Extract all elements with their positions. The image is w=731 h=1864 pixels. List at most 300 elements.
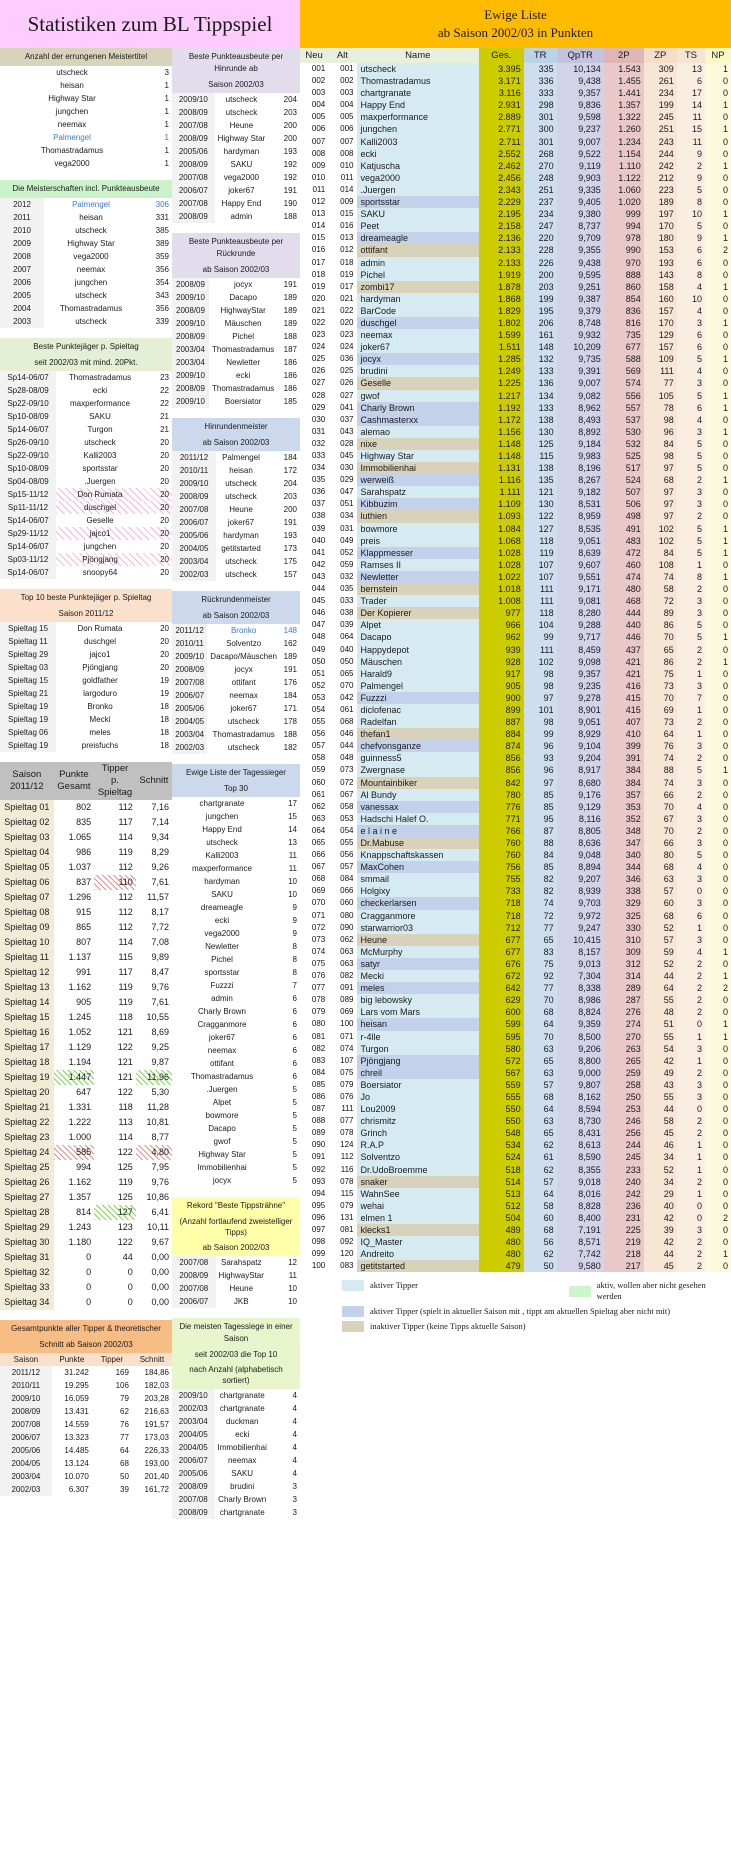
- player-name: meles: [89, 728, 111, 737]
- season: 2007/08: [172, 1493, 215, 1506]
- rank-new: 069: [311, 886, 326, 896]
- tippers: 119: [118, 982, 133, 992]
- table-row: [0, 211, 172, 224]
- player-name: .Juergen: [357, 184, 479, 196]
- player-name: vega2000: [73, 252, 109, 261]
- wins: 11: [288, 851, 297, 860]
- points: 10: [288, 1284, 297, 1293]
- tr-value: 99: [524, 728, 557, 740]
- twop-value: 242: [604, 1188, 644, 1200]
- np-value: 0: [705, 184, 731, 196]
- table-row: [300, 861, 731, 873]
- ts-value: 6: [677, 257, 705, 269]
- np-value: 1: [705, 402, 731, 414]
- points-total: 802: [76, 802, 92, 812]
- hinrundenmeister-header-1: Hinrundenmeister: [172, 418, 300, 436]
- np-value: 0: [705, 837, 731, 849]
- points: 162: [283, 639, 297, 648]
- ts-value: 5: [677, 353, 705, 365]
- table-row: [172, 1295, 300, 1308]
- qptr-value: 9,807: [557, 1079, 604, 1091]
- tr-value: 85: [524, 789, 557, 801]
- ewige-col-header-zp: ZP: [644, 48, 677, 63]
- ts-value: 2: [677, 1067, 705, 1079]
- table-row: [172, 330, 300, 343]
- zp-value: 34: [644, 1176, 677, 1188]
- season: 2002/03: [172, 1402, 215, 1415]
- table-row: [300, 220, 731, 232]
- player-name: chreil: [357, 1067, 479, 1079]
- ts-value: 5: [677, 390, 705, 402]
- table-row: [172, 1454, 300, 1467]
- player-name: maxperformance: [357, 111, 479, 123]
- table-row: [300, 1127, 731, 1139]
- player-name: Pichel: [211, 955, 233, 964]
- zp-value: 160: [644, 293, 677, 305]
- player-name: jungchen: [205, 812, 239, 821]
- season: 2003/04: [172, 343, 209, 356]
- zp-value: 46: [644, 1139, 677, 1151]
- table-row: [172, 702, 300, 715]
- twop-value: 421: [604, 668, 644, 680]
- rank-old: 039: [340, 620, 354, 630]
- ts-value: 6: [677, 75, 705, 87]
- total-points: 480: [479, 1236, 524, 1248]
- rank-old: 012: [340, 245, 354, 255]
- table-row: [172, 1148, 300, 1161]
- rank-old: 013: [340, 233, 354, 243]
- twop-value: 888: [604, 269, 644, 281]
- player-name: dreameagle: [200, 903, 244, 912]
- points: 20: [160, 529, 169, 538]
- qptr-value: 9,703: [557, 897, 604, 909]
- tr-value: 74: [524, 897, 557, 909]
- twop-value: 472: [604, 547, 644, 559]
- table-row: [0, 553, 172, 566]
- twop-value: 236: [604, 1200, 644, 1212]
- ts-value: 4: [677, 801, 705, 813]
- points-total: 1.137: [68, 952, 92, 962]
- ts-value: 6: [677, 402, 705, 414]
- player-name: starwarrior03: [357, 922, 479, 934]
- gesamtpunkte-header-1: Gesamtpunkte aller Tipper & theoretischer: [0, 1320, 172, 1338]
- rank-old: 020: [340, 317, 354, 327]
- rank-old: 091: [340, 983, 354, 993]
- table-row: [300, 136, 731, 148]
- tippers: 169: [115, 1368, 129, 1377]
- season: 2006/07: [172, 689, 207, 702]
- table-row: [172, 823, 300, 836]
- player-name: Immobilienhai: [197, 1163, 247, 1172]
- table-row: [300, 402, 731, 414]
- np-value: 0: [705, 450, 731, 462]
- ts-value: 11: [677, 111, 705, 123]
- tippers: 121: [117, 1057, 133, 1067]
- matchday: Spieltag 14: [0, 995, 54, 1010]
- twop-value: 231: [604, 1212, 644, 1224]
- player-name: Thomastradamus: [212, 345, 275, 354]
- qptr-value: 9,207: [557, 873, 604, 885]
- player-name: Alpet: [212, 1098, 232, 1107]
- matchday: Sp14-06/07: [0, 540, 56, 553]
- np-value: 0: [705, 75, 731, 87]
- ts-value: 3: [677, 680, 705, 692]
- points-total: 1.296: [68, 892, 92, 902]
- table-row: [172, 1441, 300, 1454]
- twop-value: 498: [604, 510, 644, 522]
- qptr-value: 8,737: [557, 220, 604, 232]
- table-row: [0, 995, 172, 1010]
- table-row: [172, 1174, 300, 1187]
- ts-value: 2: [677, 656, 705, 668]
- tr-value: 77: [524, 922, 557, 934]
- points: 14.559: [64, 1420, 89, 1429]
- player-name: jungchen: [83, 542, 117, 551]
- player-name: checkerlarsen: [357, 897, 479, 909]
- tr-value: 92: [524, 970, 557, 982]
- wins: 9: [292, 929, 297, 938]
- player-name: bernstein: [357, 583, 479, 595]
- legend-swatch-active: [342, 1280, 364, 1291]
- zp-value: 97: [644, 486, 677, 498]
- tr-value: 56: [524, 1236, 557, 1248]
- table-row: [300, 498, 731, 510]
- table-row: [0, 1085, 172, 1100]
- content-columns: [0, 48, 731, 1529]
- total-points: 672: [479, 970, 524, 982]
- average: 0,00: [151, 1252, 169, 1262]
- rank-new: 053: [311, 692, 326, 702]
- rank-old: 017: [340, 281, 354, 291]
- player-name: JKB: [233, 1297, 249, 1306]
- tr-value: 70: [524, 994, 557, 1006]
- average: 9,34: [151, 832, 169, 842]
- table-row: [300, 571, 731, 583]
- wins: 17: [288, 799, 297, 808]
- player-name: jocyx: [234, 280, 253, 289]
- ts-value: 2: [677, 1236, 705, 1248]
- tr-value: 57: [524, 1176, 557, 1188]
- rueckrundenmeister-table: [172, 624, 300, 754]
- tippers: 39: [120, 1485, 129, 1494]
- zp-value: 129: [644, 329, 677, 341]
- year: 2008: [0, 250, 44, 263]
- np-value: 0: [705, 293, 731, 305]
- player-name: Al Bundy: [357, 789, 479, 801]
- qptr-value: 9,357: [557, 668, 604, 680]
- points: 203: [283, 492, 297, 501]
- points: 11: [288, 1271, 297, 1280]
- table-row: [172, 382, 300, 395]
- points: 343: [155, 291, 169, 300]
- table-row: [0, 905, 172, 920]
- tippers: 119: [118, 847, 133, 857]
- player-name: ecki: [214, 916, 230, 925]
- ts-value: 6: [677, 244, 705, 256]
- zp-value: 102: [644, 523, 677, 535]
- points: 20: [160, 503, 169, 512]
- player-name: vega2000: [54, 159, 90, 168]
- tippers: 114: [118, 1132, 133, 1142]
- qptr-value: 8,639: [557, 547, 604, 559]
- table-row: [300, 994, 731, 1006]
- ts-value: 5: [677, 764, 705, 776]
- table-row: [300, 934, 731, 946]
- tippers: 112: [118, 907, 133, 917]
- table-row: [172, 197, 300, 210]
- points: 186: [283, 358, 297, 367]
- qptr-value: 9,051: [557, 535, 604, 547]
- table-row: [172, 689, 300, 702]
- table-row: [172, 106, 300, 119]
- player-name: duschgel: [83, 637, 117, 646]
- player-name: utscheck: [225, 108, 258, 117]
- player-name: Immobilienhai: [217, 1443, 267, 1452]
- qptr-value: 9,522: [557, 148, 604, 160]
- np-value: 0: [705, 607, 731, 619]
- rank-new: 055: [311, 717, 326, 727]
- zp-value: 64: [644, 728, 677, 740]
- matchday: Sp04-08/09: [0, 475, 56, 488]
- points: 148: [283, 626, 297, 635]
- player-name: chartgranate: [357, 87, 479, 99]
- table-row: [172, 171, 300, 184]
- matchday: Sp14-06/07: [0, 514, 56, 527]
- wins: 5: [292, 1098, 297, 1107]
- qptr-value: 8,730: [557, 1115, 604, 1127]
- tr-value: 60: [524, 1212, 557, 1224]
- ts-value: 2: [677, 789, 705, 801]
- ewige-col-header-ts: TS: [677, 48, 705, 63]
- table-row: [300, 1115, 731, 1127]
- qptr-value: 9,355: [557, 244, 604, 256]
- punktejaeger-block: [0, 338, 172, 579]
- rank-old: 038: [340, 608, 354, 618]
- np-value: 0: [705, 172, 731, 184]
- np-value: 1: [705, 523, 731, 535]
- total-points: 962: [479, 631, 524, 643]
- table-row: [0, 1160, 172, 1175]
- total-points: 856: [479, 764, 524, 776]
- player-name: gwof: [213, 1137, 231, 1146]
- table-row: [0, 1055, 172, 1070]
- points: 356: [155, 265, 169, 274]
- matchday: Spieltag 09: [0, 920, 54, 935]
- zp-value: 97: [644, 462, 677, 474]
- ewige-col-header-2p: 2P: [604, 48, 644, 63]
- ts-value: 1: [677, 922, 705, 934]
- player-name: Mäuschen: [224, 319, 262, 328]
- table-row: [300, 172, 731, 184]
- total-points: 856: [479, 752, 524, 764]
- total-points: 1.028: [479, 559, 524, 571]
- zp-value: 170: [644, 317, 677, 329]
- qptr-value: 9,595: [557, 269, 604, 281]
- twop-value: 312: [604, 958, 644, 970]
- rank-new: 027: [311, 378, 326, 388]
- points-total: 1.129: [68, 1042, 92, 1052]
- year: 2007: [0, 263, 44, 276]
- table-row: [300, 885, 731, 897]
- qptr-value: 8,338: [557, 982, 604, 994]
- table-row: [172, 568, 300, 581]
- np-value: 0: [705, 595, 731, 607]
- wins: 6: [292, 1020, 297, 1029]
- player-name: elmen 1: [357, 1212, 479, 1224]
- zp-value: 29: [644, 1188, 677, 1200]
- table-row: [172, 1402, 300, 1415]
- total-points: 514: [479, 1176, 524, 1188]
- points: 191: [283, 665, 297, 674]
- ts-value: 9: [677, 172, 705, 184]
- table-row: [300, 680, 731, 692]
- np-value: 0: [705, 789, 731, 801]
- season: 2009/10: [172, 477, 216, 490]
- zp-value: 105: [644, 390, 677, 402]
- total-points: 1.599: [479, 329, 524, 341]
- table-row: [0, 144, 172, 157]
- player-name: hardyman: [357, 293, 479, 305]
- rank-old: 059: [340, 559, 354, 569]
- rank-new: 007: [311, 136, 326, 146]
- zp-value: 77: [644, 377, 677, 389]
- total-points: 905: [479, 680, 524, 692]
- rank-old: 083: [340, 1261, 354, 1271]
- player-name: Sarahspatz: [220, 1258, 262, 1267]
- points: 356: [155, 304, 169, 313]
- qptr-value: 9,709: [557, 232, 604, 244]
- total-points: 480: [479, 1248, 524, 1260]
- player-name: Andreito: [357, 1248, 479, 1260]
- average: 9,76: [151, 1177, 169, 1187]
- table-row: [0, 118, 172, 131]
- ts-value: 2: [677, 644, 705, 656]
- player-name: duschgel: [83, 503, 117, 512]
- table-row: [0, 1470, 172, 1483]
- zp-value: 223: [644, 184, 677, 196]
- table-row: [300, 1188, 731, 1200]
- points: 339: [155, 317, 169, 326]
- table-row: [172, 676, 300, 689]
- season: 2007/08: [172, 1282, 216, 1295]
- qptr-value: 7,191: [557, 1224, 604, 1236]
- player-name: R.A.P: [357, 1139, 479, 1151]
- season: 2008/09: [172, 330, 209, 343]
- player-name: jocyx: [234, 665, 253, 674]
- np-value: 0: [705, 196, 731, 208]
- tr-value: 68: [524, 1224, 557, 1236]
- rank-new: 019: [311, 281, 326, 291]
- tippers: 122: [117, 1147, 133, 1157]
- zp-value: 42: [644, 1236, 677, 1248]
- average: 0,00: [151, 1267, 169, 1277]
- qptr-value: 9,007: [557, 136, 604, 148]
- title-count: 3: [164, 68, 169, 77]
- table-row: [300, 510, 731, 522]
- twop-value: 340: [604, 849, 644, 861]
- player-name: Zwergnase: [357, 764, 479, 776]
- table-row: [0, 302, 172, 315]
- total-points: 733: [479, 885, 524, 897]
- np-value: 0: [705, 910, 731, 922]
- player-name: Harald9: [357, 668, 479, 680]
- table-row: [172, 875, 300, 888]
- np-value: 1: [705, 764, 731, 776]
- twop-value: 384: [604, 764, 644, 776]
- tippers: 112: [118, 922, 133, 932]
- rank-new: 095: [311, 1200, 326, 1210]
- zp-value: 65: [644, 644, 677, 656]
- np-value: 0: [705, 329, 731, 341]
- hinrundenmeister-header-2: ab Saison 2002/03: [172, 436, 300, 451]
- table-row: [0, 1295, 172, 1310]
- twop-value: 474: [604, 571, 644, 583]
- total-points: 760: [479, 837, 524, 849]
- rank-new: 099: [311, 1249, 326, 1259]
- tr-value: 195: [524, 305, 557, 317]
- zp-value: 52: [644, 958, 677, 970]
- points: 4: [292, 1417, 297, 1426]
- rueckrunde-block: [172, 233, 300, 408]
- hinrundenmeister-block: [172, 418, 300, 581]
- total-points: 3.116: [479, 87, 524, 99]
- table-row: [300, 583, 731, 595]
- table-row: [0, 276, 172, 289]
- zp-value: 55: [644, 1091, 677, 1103]
- rank-old: 064: [340, 632, 354, 642]
- twop-value: 1.455: [604, 75, 644, 87]
- tr-value: 234: [524, 208, 557, 220]
- qptr-value: 9,551: [557, 571, 604, 583]
- player-name: duckman: [225, 1417, 259, 1426]
- np-value: 0: [705, 885, 731, 897]
- qptr-value: 9,204: [557, 752, 604, 764]
- twop-value: 289: [604, 982, 644, 994]
- title-count: 1: [164, 133, 169, 142]
- zp-value: 54: [644, 1043, 677, 1055]
- qptr-value: 9,176: [557, 789, 604, 801]
- table-row: [0, 1040, 172, 1055]
- table-row: [0, 566, 172, 579]
- points: 184: [283, 453, 297, 462]
- total-points: 718: [479, 910, 524, 922]
- table-row: [300, 1031, 731, 1043]
- ts-value: 2: [677, 1260, 705, 1272]
- total-points: 1.131: [479, 462, 524, 474]
- twop-value: 287: [604, 994, 644, 1006]
- table-row: [0, 622, 172, 635]
- matchday: Spieltag 19: [0, 739, 56, 752]
- tr-value: 84: [524, 849, 557, 861]
- player-name: wehai: [357, 1200, 479, 1212]
- average: 10,11: [147, 1222, 169, 1232]
- season: 2004/05: [172, 715, 207, 728]
- rank-old: 054: [340, 825, 354, 835]
- twop-value: 506: [604, 498, 644, 510]
- qptr-value: 10,415: [557, 934, 604, 946]
- table-row: [0, 289, 172, 302]
- ts-value: 10: [677, 208, 705, 220]
- table-row: [300, 329, 731, 341]
- points: 189: [283, 652, 297, 661]
- table-row: [300, 305, 731, 317]
- np-value: 0: [705, 486, 731, 498]
- tr-value: 133: [524, 402, 557, 414]
- saison-col-tipper: Tipper p. Spieltag: [94, 762, 136, 800]
- table-row: [0, 423, 172, 436]
- table-row: [0, 1444, 172, 1457]
- twop-value: 1.441: [604, 87, 644, 99]
